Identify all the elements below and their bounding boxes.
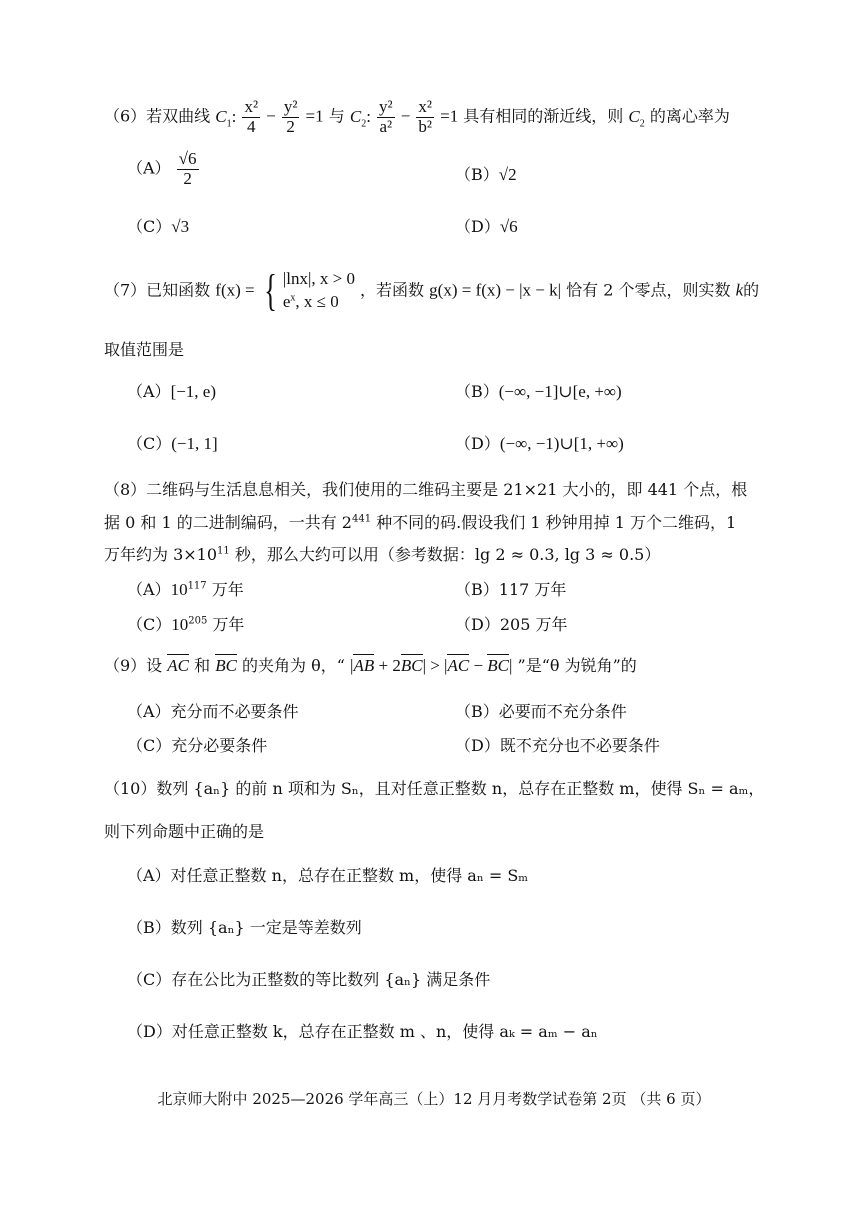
q6-c2-ref: $C_2$ (628, 106, 645, 130)
q6-option-a-value: $\frac{√6}{2}$ (178, 149, 197, 188)
q6-option-b-value: √2 (498, 165, 517, 184)
q6-eq1: =1 (305, 106, 324, 126)
q7-option-b (455, 382, 622, 402)
q6-curve-c2: $C_2$: (349, 106, 371, 130)
q7-option-a (127, 382, 216, 402)
q7-option-a-value: [−1, e) (170, 382, 217, 401)
q8-line-1: （8）二维码与生活息息相关，我们使用的二维码主要是 21×21 大小的，即 441 个点，根 (104, 480, 748, 499)
q6-option-a-label: （A） (127, 158, 171, 178)
q7-prefix: （7）已知函数 (104, 280, 211, 300)
q9-vector-bc: BC (215, 656, 237, 675)
q7-piecewise (260, 265, 355, 315)
q8-option-a: $(A)10^{117}$ 万年 (127, 580, 244, 599)
q7-option-b-label: （B） (455, 382, 499, 401)
q10-option-d: （D）对任意正整数 k，总存在正整数 m 、n，使得 aₖ = aₘ − aₙ (127, 1022, 598, 1041)
q7-option-d (455, 434, 624, 454)
q8-line-2: 据 0 和 1 的二进制编码，一共有 $2^{441}$ 种不同的码.假设我们 1 秒钟用掉 1 万个二维码，1 (104, 513, 737, 532)
question-9: （9）设 AC 和 BC 的夹角为 θ，“ |AB + 2BC| > |AC − BC| ”是“θ 为锐角”的 (104, 656, 637, 675)
q6-fraction-x2-b2: $\frac{\text{x²}}{\text{b²}}$ (418, 97, 433, 136)
q7-option-d-label: （D） (455, 434, 500, 453)
q10-line-1: （10）数列 {aₙ} 的前 n 项和为 Sₙ，且对任意正整数 n，总存在正整数 m，使得 Sₙ = aₘ， (104, 779, 765, 798)
q6-fraction-y2-a2: $\frac{\text{y²}}{\text{a²}}$ (379, 97, 393, 136)
q10-option-c: （C）存在公比为正整数的等比数列 {aₙ} 满足条件 (127, 970, 491, 989)
q10-line-2: 则下列命题中正确的是 (104, 822, 265, 841)
q6-option-c-value: √3 (171, 217, 190, 236)
q7-mid2: 恰有 2 个零点，则实数 (566, 280, 731, 300)
q7-function-f: f(x) = (215, 280, 255, 300)
q9-option-d: （D）既不充分也不必要条件 (455, 736, 660, 755)
q10-option-b: （B）数列 {aₙ} 一定是等差数列 (127, 918, 362, 937)
q6-and: 与 (328, 106, 345, 126)
q6-option-b (455, 165, 517, 185)
q7-k: k (735, 280, 744, 300)
q9-option-b: （B）必要而不充分条件 (455, 702, 627, 721)
q6-option-d-label: （D） (455, 217, 500, 236)
q6-option-c-label: （C） (127, 217, 172, 236)
q7-line-2: 取值范围是 (104, 340, 185, 359)
q7-option-d-value: (−∞, −1)∪[1, +∞) (499, 434, 624, 453)
page-footer: 北京师大附中 2025—2026 学年高三（上）12 月月考数学试卷第 2页 （共 6 页） (157, 1090, 711, 1108)
q9-option-c: （C）充分必要条件 (127, 736, 268, 755)
q6-fraction-y2-2: $\frac{\text{y²}}{2}$ (283, 97, 298, 136)
q6-suffix2: 的离心率为 (649, 106, 730, 126)
q7-case-1: |lnx|, x > 0 (282, 269, 355, 288)
q6-minus-2: − (400, 106, 411, 126)
q10-option-a: （A）对任意正整数 n，总存在正整数 m，使得 aₙ = Sₘ (127, 866, 529, 885)
q6-prefix: （6）若双曲线 (104, 106, 211, 126)
q6-option-d (455, 217, 518, 237)
q6-option-d-value: √6 (499, 217, 518, 236)
q8-option-d: （D）205 万年 (455, 615, 568, 634)
q6-suffix: 具有相同的渐近线，则 (463, 106, 624, 126)
q7-option-b-value: (−∞, −1]∪[e, +∞) (498, 382, 622, 401)
q7-option-c-value: (−1, 1] (171, 434, 218, 453)
q6-option-a (127, 150, 200, 188)
q6-fraction-x2-4: $\frac{\text{x²}}{4}$ (244, 97, 259, 136)
q8-option-c: $(C)10^{205}$ 万年 (127, 615, 245, 634)
question-7 (104, 265, 760, 315)
brace-icon: { (263, 265, 277, 315)
question-6 (104, 98, 730, 136)
q8-option-b: （B）117 万年 (455, 580, 567, 599)
q8-line-3: 万年约为 $3\times 10^{11}$ 秒，那么大约可以用（参考数据：lg 2 ≈ 0.3, lg 3 ≈ 0.5） (104, 545, 661, 564)
q9-option-a: （A）充分而不必要条件 (127, 702, 299, 721)
q7-function-g: g(x) = f(x) − |x − k| (429, 280, 562, 300)
q7-mid: ，若函数 (360, 280, 425, 300)
q9-vector-ac: AC (167, 656, 190, 675)
q6-curve-c1: $C_1$: (215, 106, 237, 130)
q6-eq2: =1 (440, 106, 459, 126)
q7-option-c (127, 434, 218, 454)
q9-condition: |AB + 2BC| > |AC − BC| (350, 656, 513, 675)
q7-case-2: $e^x$, x ≤ 0 (282, 291, 339, 311)
q6-option-c (127, 217, 189, 237)
q7-option-c-label: （C） (127, 434, 172, 453)
q6-option-b-label: （B） (455, 165, 499, 184)
q7-option-a-label: （A） (127, 382, 171, 401)
q7-suffix: 的 (743, 280, 760, 300)
q6-minus: − (266, 106, 276, 126)
